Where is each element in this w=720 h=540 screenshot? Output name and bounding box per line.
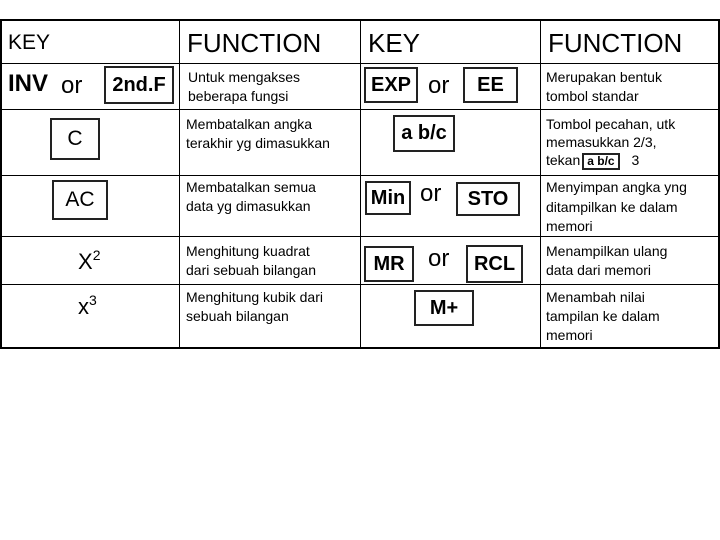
row2-right-description-line	[546, 152, 639, 170]
min-key: Min	[365, 181, 411, 215]
row4-left-description-line: Menghitung kuadrat	[186, 243, 310, 259]
row4-right-description-line: data dari memori	[546, 262, 652, 278]
sto-key: STO	[456, 182, 520, 216]
c-key: C	[50, 118, 100, 160]
mr-key: MR	[364, 246, 414, 282]
row1-right-description-line: tombol standar	[546, 88, 639, 104]
row3-right-description-line: memori	[546, 218, 593, 234]
digit-label: 3	[631, 152, 640, 168]
row2-left-description-line: terakhir yg dimasukkan	[186, 135, 330, 151]
cube-key: $x^3$	[78, 292, 97, 319]
square-key: $X^2$	[78, 247, 101, 274]
row3-left-description-line: data yg dimasukkan	[186, 198, 311, 214]
header-function-right: FUNCTION	[548, 28, 683, 58]
row1-left-description-line: Untuk mengakses	[188, 69, 301, 85]
row1-right-description-line: Merupakan bentuk	[546, 69, 662, 85]
row2-right-description-line: memasukkan 2/3,	[546, 134, 657, 150]
row3-right-description-line: Menyimpan angka yng	[546, 179, 687, 195]
column-divider	[179, 19, 180, 349]
row3-left-description-line: Membatalkan semua	[186, 179, 316, 195]
header-key-left: KEY	[8, 31, 51, 54]
fraction-key-inline: a b/c	[582, 153, 619, 170]
exp-key: EXP	[364, 67, 418, 103]
ee-key: EE	[463, 67, 518, 103]
fraction-key: a b/c	[393, 115, 455, 152]
row2-left-description-line: Membatalkan angka	[186, 116, 313, 132]
header-key-right: KEY	[368, 28, 421, 58]
row5-left-description-line: Menghitung kubik dari	[186, 289, 323, 305]
row4-left-description-line: dari sebuah bilangan	[186, 262, 316, 278]
row3-right-description-line: ditampilkan ke dalam	[546, 199, 678, 215]
or-label: or	[420, 180, 442, 207]
row5-right-description-line: memori	[546, 327, 593, 343]
row4-right-description-line: Menampilkan ulang	[546, 243, 668, 259]
rcl-key: RCL	[466, 245, 523, 283]
or-label: or	[428, 245, 450, 272]
row5-right-description-line: Menambah nilai	[546, 289, 645, 305]
press-label: tekan	[546, 152, 581, 168]
column-divider	[540, 19, 541, 349]
row5-right-description-line: tampilan ke dalam	[546, 308, 660, 324]
header-function-left: FUNCTION	[187, 28, 322, 58]
row2-right-description-line: Tombol pecahan, utk	[546, 116, 676, 132]
m-plus-key: M+	[414, 290, 474, 326]
table-border-left	[0, 19, 2, 349]
column-divider	[360, 19, 361, 349]
row1-left-description-line: beberapa fungsi	[188, 88, 289, 104]
row5-left-description-line: sebuah bilangan	[186, 308, 289, 324]
or-label: or	[428, 72, 450, 99]
inv-key-label: INV	[8, 70, 49, 97]
or-label: or	[61, 72, 83, 99]
ac-key: AC	[52, 180, 108, 220]
2ndf-key: 2nd.F	[104, 66, 174, 104]
